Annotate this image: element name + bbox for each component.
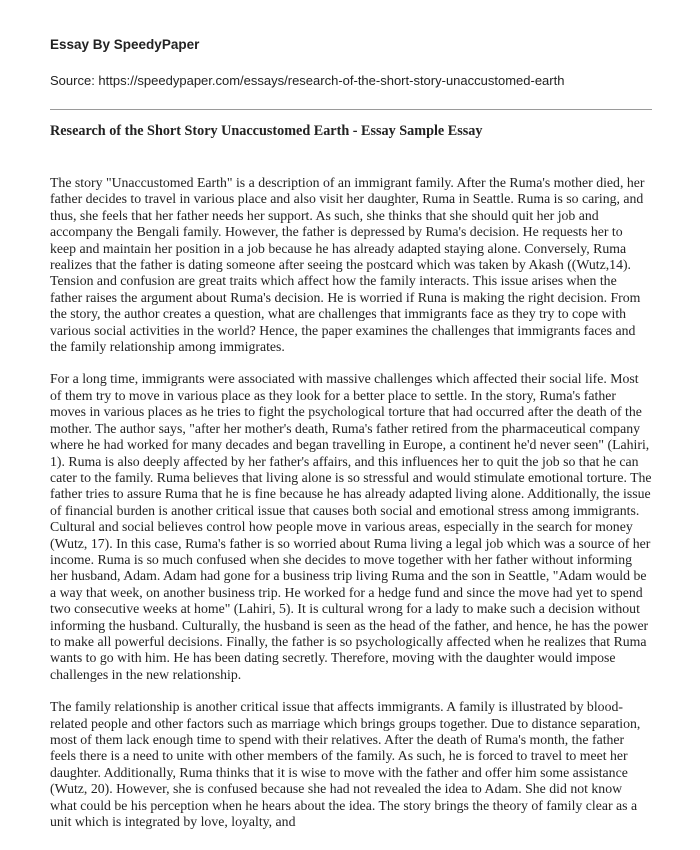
essay-body — [50, 175, 652, 830]
header-divider — [50, 109, 652, 110]
essay-paragraph-1: The story "Unaccustomed Earth" is a description of an immigrant family. After the Ruma's mother died, her father decides to travel in various place and also visit her daughter, Ruma in Seattle. Ruma is so caring, and thus, she feels that her father needs her support. As such, she thinks that she should quit her job and accompany the Bengali family. However, the father is depressed by Ruma's decision. He requests her to keep and maintain her position in a job because he has already adapted staying alone. Conversely, Ruma realizes that the father is dating someone after seeing the postcard which was taken by Akash ((Wutz,14). Tension and confusion are great traits which affect how the family interacts. This issue arises when the father raises the argument about Ruma's decision. He is worried if Runa is making the right decision. From the story, the author creates a question, what are challenges that immigrants face as they try to cope with various social activities in the world? Hence, the paper examines the challenges that immigrants faces and the family relationship among immigrates. — [50, 175, 645, 355]
essay-paragraph-2: For a long time, immigrants were associated with massive challenges which affected their social life. Most of them try to move in various place as they look for a better place to settle. In the story, Ruma's father moves in various places as he tries to fight the psychological torture that had occurred after the death of the mother. The author says, "after her mother's death, Ruma's father retired from the pharmaceutical company where he had worked for many decades and began travelling in Europe, a continent he'd never seen" (Lahiri, 1). Ruma is also deeply affected by her father's affairs, and this influences her to quit the job so that he can cater to the family. Ruma believes that living alone is so stressful and would stimulate emotional torture. The father tries to assure Ruma that he is fine because he has already adapted living alone. Additionally, the issue of financial burden is another critical issue that causes both social and emotional stress among immigrants. Cultural and social believes control how people move in various areas, especially in the search for money (Wutz, 17). In this case, Ruma's father is so worried about Ruma living a legal job which was a source of her income. Ruma is so much confused when she decides to move together with her father without informing her husband, Adam. Adam had gone for a business trip living Ruma and the son in Seattle, "Adam would be a way that week, on another business trip. He worked for a hedge fund and since the move had yet to spend two consecutive weeks at home" (Lahiri, 5). It is cultural wrong for a lady to make such a decision without informing the husband. Culturally, the husband is seen as the head of the father, and hence, he has the power to make all powerful decisions. Finally, the father is so psychologically affected when he realizes that Ruma wants to go with him. He has been dating secretly. Therefore, moving with the daughter would impose challenges in the new relationship. — [50, 371, 652, 682]
document-page — [50, 36, 652, 846]
source-line: Source: https://speedypaper.com/essays/research-of-the-short-story-unaccustomed-earth — [50, 73, 565, 88]
essay-author-heading: Essay By SpeedyPaper — [50, 37, 200, 52]
essay-title: Research of the Short Story Unaccustomed Earth - Essay Sample Essay — [50, 123, 483, 139]
essay-paragraph-3: The family relationship is another critical issue that affects immigrants. A family is illustrated by blood-related people and other factors such as marriage which brings groups together. Due to distance separation, most of them lack enough time to spend with their relatives. After the death of Ruma's month, the father feels there is a need to unite with other members of the family. As such, he is forced to travel to meet her daughter. Additionally, Ruma thinks that it is wise to move with the father and offer him some assistance (Wutz, 20). However, she is confused because she had not revealed the idea to Adam. She did not know what could be his perception when he hears about the idea. The story brings the theory of family clear as a unit which is integrated by love, loyalty, and — [50, 699, 641, 830]
